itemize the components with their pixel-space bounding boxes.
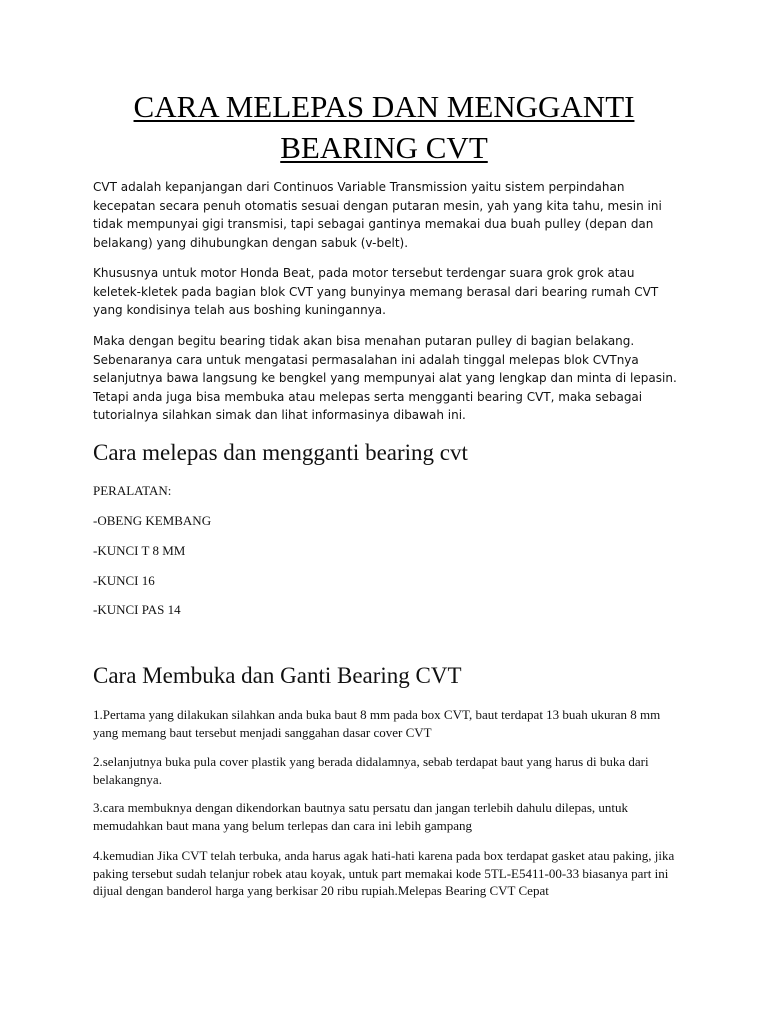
step-item: 3.cara membuknya dengan dikendorkan bautnya satu persatu dan jangan terlebih dahulu dilepas, untuk memudahkan baut mana yang belum terlepas dan cara ini lebih gampang bbox=[93, 800, 628, 833]
step-item: 1.Pertama yang dilakukan silahkan anda buka baut 8 mm pada box CVT, baut terdapat 13 buah ukuran 8 mm yang memang baut tersebut menjadi sanggahan dasar cover CVT bbox=[93, 707, 661, 740]
intro-paragraph-3: Maka dengan begitu bearing tidak akan bisa menahan putaran pulley di bagian belakang. Sebenaranya cara untuk mengatasi permasalahan ini adalah tinggal melepas blok CVTnya selanjutnya bawa langsung ke bengkel yang mempunyai alat yang lengkap dan minta di lepasin. Tetapi anda juga bisa membuka atau melepas serta mengganti bearing CVT, maka sebagai tutorialnya silahkan simak dan lihat informasinya dibawah ini. bbox=[93, 334, 677, 422]
intro-paragraph-2: Khususnya untuk motor Honda Beat, pada motor tersebut terdengar suara grok grok atau keletek-kletek pada bagian blok CVT yang bunyinya memang berasal dari bearing rumah CVT yang kondisinya telah aus boshing kuningannya. bbox=[93, 266, 659, 317]
step-item: 4.kemudian Jika CVT telah terbuka, anda harus agak hati-hati karena pada box terdapat gasket atau paking, jika paking tersebut sudah telanjur robek atau koyak, untuk part memakai kode 5TL-E5411-00-33 biasanya part ini dijual dengan banderol harga yang berkisar 20 ribu rupiah.Melepas Bearing CVT Cepat bbox=[93, 848, 675, 898]
document-title: CARA MELEPAS DAN MENGGANTI BEARING CVT bbox=[133, 89, 635, 165]
tool-item: -KUNCI PAS 14 bbox=[93, 602, 181, 617]
intro-paragraph-1: CVT adalah kepanjangan dari Continuos Variable Transmission yaitu sistem perpindahan kecepatan secara penuh otomatis sesuai dengan putaran mesin, yah yang kita tahu, mesin ini tidak mempunyai gigi transmisi, tapi sebagai gantinya memakai dua buah pulley (depan dan belakang) yang dihubungkan dengan sabuk (v-belt). bbox=[93, 180, 662, 250]
section-heading-steps: Cara Membuka dan Ganti Bearing CVT bbox=[93, 663, 462, 688]
tools-label: PERALATAN: bbox=[93, 483, 172, 498]
step-item: 2.selanjutnya buka pula cover plastik yang berada didalamnya, sebab terdapat baut yang harus di buka dari belakangnya. bbox=[93, 754, 649, 787]
tool-item: -KUNCI T 8 MM bbox=[93, 543, 186, 558]
tool-item: -OBENG KEMBANG bbox=[93, 513, 212, 528]
tool-item: -KUNCI 16 bbox=[93, 573, 155, 588]
section-heading-tools: Cara melepas dan mengganti bearing cvt bbox=[93, 440, 468, 465]
